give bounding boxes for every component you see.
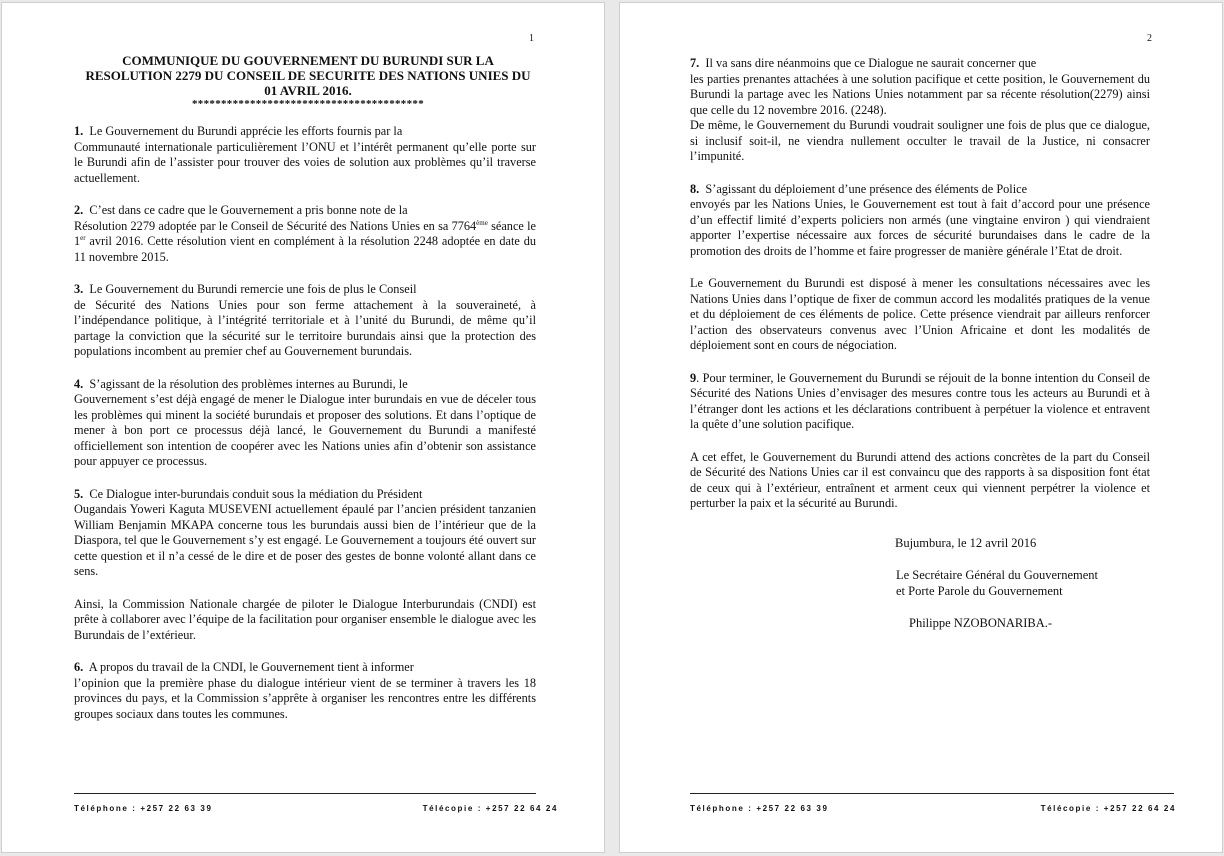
document-title: COMMUNIQUE DU GOUVERNEMENT DU BURUNDI SUR LA RESOLUTION 2279 DU CONSEIL DE SECURITE DES NATIONS UNIES DU 01 AVRIL 2016. xyxy=(85,53,531,98)
paragraph-5-cndi: Ainsi, la Commission Nationale chargée de piloter le Dialogue Interburundais (CNDI) est prête à collaborer avec l’équipe de la facilitation pour organiser ensemble le dialogue avec les Burundais de l’extérieur. xyxy=(74,596,536,642)
footer-telecopie: Télécopie : +257 22 64 24 xyxy=(1040,804,1176,813)
footer-telephone: Téléphone : +257 22 63 39 xyxy=(690,804,829,813)
paragraph-3: 3. Le Gouvernement du Burundi remercie une fois de plus le Conseil de Sécurité des Nations Unies pour son ferme attachement à la souveraineté, à l’indépendance politique, à l’intégrité territoriale et à l’unité du Burundi, de même qu’il partage la conviction que la sécurité sur le territoire burundais ainsi que la protection des populations incombent au premier chef au Gouvernement burundais. xyxy=(74,282,536,358)
paragraph-5: 5. Ce Dialogue inter-burundais conduit sous la médiation du Président Ougandais Yoweri Kaguta MUSEVENI actuellement épaulé par l’ancien président tanzanien William Benjamin MKAPA concerne tous les burundais aussi bien de l’intérieur que de la Diaspora, tel que le Gouvernement s’y est engagé. Le Gouvernement a toujours été ouvert sur cette question et il n’a cessé de le dire et de poser des gestes de bonne volonté allant dans ce sens. xyxy=(74,486,536,578)
paragraph-9: 9. Pour terminer, le Gouvernement du Burundi se réjouit de la bonne intention du Conseil de Sécurité des Nations Unies d’envisager des mesures contre tous les acteurs au Burundi et à l’étranger dont les actions et les déclarations contribuent à perpétuer la violence et entravent la quête d’une solution pacifique. xyxy=(690,370,1150,431)
paragraph-7: 7. Il va sans dire néanmoins que ce Dialogue ne saurait concerner que les parties prenantes attachées à une solution pacifique et cette position, le Gouvernement du Burundi la partage avec les Nations Unies notamment par sa récente résolution(2279) ainsi que celle du 12 novembre 2016. (2248). De même, le Gouvernement du Burundi voudrait souligner une fois de plus que ce dialogue, si inclusif soit-il, ne viendra nullement occulter le travail de la Justice, ni consacrer l’impunité. xyxy=(690,56,1150,163)
page-number: 2 xyxy=(1147,33,1152,44)
footer-telephone: Téléphone : +257 22 63 39 xyxy=(74,804,213,813)
signature-title: Le Secrétaire Général du Gouvernement et Porte Parole du Gouvernement xyxy=(896,567,1098,598)
page-footer xyxy=(74,804,558,813)
paragraph-1: 1. Le Gouvernement du Burundi apprécie les efforts fournis par la Communauté internationale particulièrement l’ONU et l’intérêt permanent qu’elle porte sur le Burundi afin de l’assister pour trouver des voies de solution aux problèmes qu’il traverse actuellement. xyxy=(74,124,536,185)
footer-divider xyxy=(690,793,1174,794)
page-number: 1 xyxy=(529,33,534,44)
paragraph-8-consultations: Le Gouvernement du Burundi est disposé à mener les consultations nécessaires avec les Nations Unies dans l’optique de fixer de commun accord les modalités pratiques de la venue et du déploiement de ces éléments de police. Cette présence viendrait par ailleurs renforcer l’action des observateurs convenus avec l’Union Africaine et dont les modalités de déploiement sont en cours de négociation. xyxy=(690,276,1150,352)
signature-place-date: Bujumbura, le 12 avril 2016 xyxy=(895,535,1037,550)
paragraph-6: 6. A propos du travail de la CNDI, le Gouvernement tient à informer l’opinion que la première phase du dialogue intérieur vient de se terminer à travers les 18 provinces du pays, et la Commission s’apprête à organiser les rencontres entre les différents groupes sociaux dans toutes les communes. xyxy=(74,660,536,721)
page-content xyxy=(74,53,536,739)
paragraph-2: 2. C’est dans ce cadre que le Gouvernement a pris bonne note de la Résolution 2279 adoptée par le Conseil de Sécurité des Nations Unies en sa 7764ème séance le 1er avril 2016. Cette résolution vient en complément à la résolution 2248 adoptée en date du 11 novembre 2015. xyxy=(74,203,536,264)
document-page-1 xyxy=(1,2,605,853)
footer-telecopie: Télécopie : +257 22 64 24 xyxy=(422,804,558,813)
page-content xyxy=(690,56,1150,631)
document-page-2 xyxy=(619,2,1223,853)
page-footer xyxy=(690,804,1176,813)
signatory-name: Philippe NZOBONARIBA.- xyxy=(909,615,1053,630)
footer-divider xyxy=(74,793,536,794)
title-separator: **************************************** xyxy=(192,98,424,110)
paragraph-9-conclusion: A cet effet, le Gouvernement du Burundi attend des actions concrètes de la part du Conseil de Sécurité des Nations Unies car il est convaincu que des rapports à sa disposition font état de ceux qui à l’extérieur, entraînent et arment ceux qui viennent perpétrer la violence et perturber la paix et la sécurité au Burundi. xyxy=(690,449,1150,510)
paragraph-4: 4. S’agissant de la résolution des problèmes internes au Burundi, le Gouvernement s’est déjà engagé de mener le Dialogue inter burundais en vue de déceler tous les problèmes qui minent la société burundais et proposer des solutions. Et dans l’optique de mener à bon port ce processus déjà lancé, le Gouvernement du Burundi a manifesté officiellement son intention de coopérer avec les Nations unies afin d’obtenir son assistance pour appuyer ce processus. xyxy=(74,376,536,468)
paragraph-8: 8. S’agissant du déploiement d’une présence des éléments de Police envoyés par les Nations Unies, le Gouvernement est tout à fait d’accord pour une présence d’un effectif limité d’experts policiers non armés (une vingtaine environ ) qui viendraient apporter l’expertise nécessaire aux forces de sécurité burundaises dans le cadre de la promotion des droits de l’homme et faire progresser de manière générale l’Etat de droit. xyxy=(690,181,1150,258)
